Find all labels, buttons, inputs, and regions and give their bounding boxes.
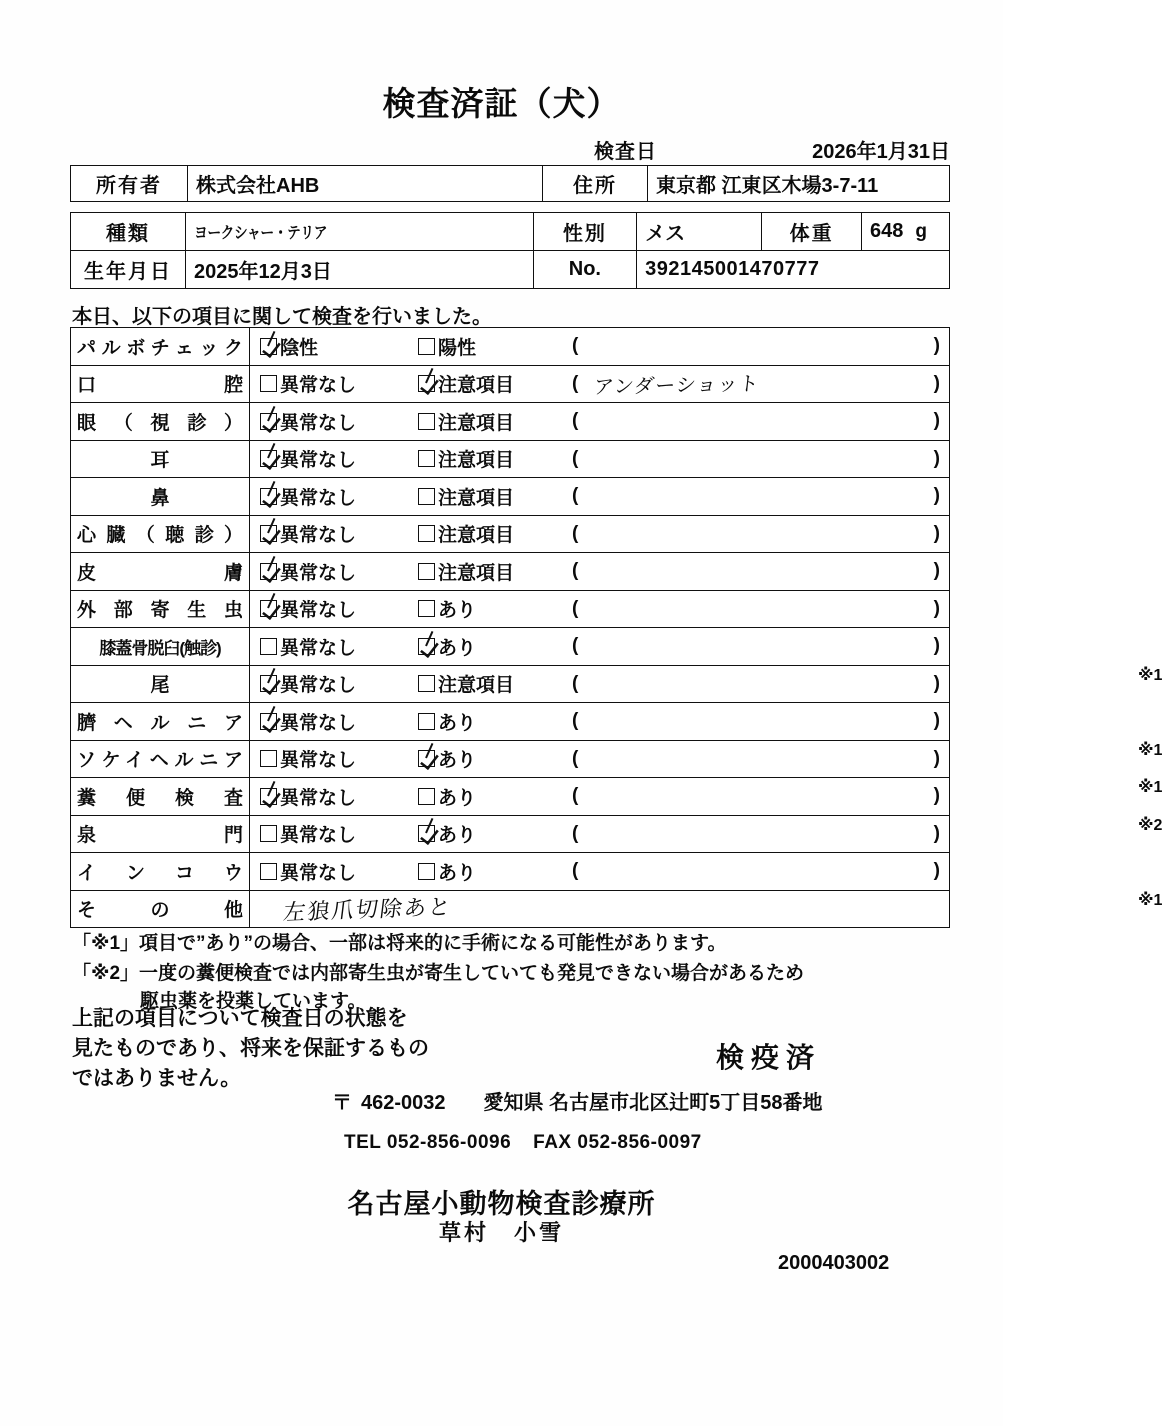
checkbox-option-2[interactable] — [418, 483, 568, 510]
remark-paren-open: ( — [572, 672, 579, 694]
remark-paren-close: ) — [933, 485, 940, 507]
remark-paren-close: ) — [933, 635, 940, 657]
clinic-contact-line — [344, 1132, 702, 1154]
checked-checkbox-icon[interactable] — [418, 375, 435, 392]
remark-paren-open: ( — [572, 635, 579, 657]
remark-paren-close: ) — [933, 710, 940, 732]
checkbox-option-label: あり — [438, 787, 477, 809]
checkbox-option-label: あり — [438, 712, 477, 734]
checkbox-option-label: 陰性 — [280, 337, 319, 359]
checkbox-option-1[interactable] — [260, 333, 418, 360]
exam-item-label: 耳 — [71, 440, 250, 478]
remark-paren-open: ( — [572, 860, 579, 882]
exam-item-label: 眼（視診） — [71, 403, 250, 441]
exam-item-row — [71, 703, 950, 741]
exam-item-options — [250, 740, 1162, 796]
weight-value-cell — [862, 213, 950, 251]
checkbox-option-2[interactable] — [418, 595, 568, 622]
unchecked-checkbox-icon[interactable] — [418, 600, 435, 617]
checkbox-option-1[interactable] — [260, 595, 418, 622]
checkbox-option-1[interactable] — [260, 708, 418, 735]
exam-item-label: 糞便検査 — [71, 778, 250, 816]
remark-paren-close: ) — [933, 672, 940, 694]
checkbox-option-1[interactable] — [260, 820, 418, 847]
checkbox-option-1[interactable] — [260, 633, 418, 660]
checkbox-option-label: あり — [438, 825, 477, 847]
exam-item-row — [71, 440, 950, 478]
checkbox-option-2[interactable] — [418, 408, 568, 435]
checkbox-option-label: 異常なし — [280, 862, 357, 884]
checkbox-option-2[interactable] — [418, 783, 568, 810]
exam-item-label: パルボチェック — [71, 328, 250, 366]
footnote-marker: ※2 — [1138, 816, 1162, 834]
breed-value-cell — [186, 213, 534, 251]
disclaimer-line-3: ではありません。 — [72, 1067, 242, 1090]
exam-item-options — [250, 665, 950, 703]
checkbox-option-label: 注意項目 — [438, 412, 515, 434]
checkbox-option-label: 注意項目 — [438, 562, 515, 584]
exam-item-label: 皮膚 — [71, 553, 250, 591]
checkbox-option-1[interactable] — [260, 483, 418, 510]
veterinarian-name: 草村 小雪 — [438, 1220, 564, 1245]
remark-paren-close: ) — [933, 522, 940, 544]
checkbox-option-2[interactable] — [418, 670, 568, 697]
weight-value: 648 — [870, 220, 904, 242]
checkbox-option-1[interactable] — [260, 745, 418, 772]
checked-checkbox-icon[interactable] — [260, 788, 277, 805]
microchip-no-label: No. — [533, 251, 637, 289]
address-value: 東京都 江東区木場3-7-11 — [648, 166, 950, 202]
disclaimer-block — [72, 1004, 429, 1094]
remark-paren-open: ( — [572, 447, 579, 469]
unchecked-checkbox-icon[interactable] — [418, 563, 435, 580]
remark-paren-close: ) — [933, 560, 940, 582]
footnote-2-line2: 駆虫薬を投薬しています。 — [140, 991, 367, 1012]
remark-paren-open: ( — [572, 410, 579, 432]
unchecked-checkbox-icon[interactable] — [418, 525, 435, 542]
remark-paren-close: ) — [933, 372, 940, 394]
microchip-no-value: 392145001470777 — [637, 251, 950, 289]
checked-checkbox-icon[interactable] — [260, 488, 277, 505]
exam-item-row — [71, 853, 950, 891]
sex-label: 性別 — [533, 213, 637, 251]
checkbox-option-label: 異常なし — [280, 825, 357, 847]
checkbox-option-label: 異常なし — [280, 600, 357, 622]
exam-item-options — [250, 478, 950, 516]
breed-label: 種類 — [71, 213, 186, 251]
checkbox-option-label: あり — [438, 862, 477, 884]
remark-paren-open: ( — [572, 597, 579, 619]
remark-paren-open: ( — [572, 785, 579, 807]
exam-item-options — [250, 365, 950, 403]
checkbox-option-label: 注意項目 — [438, 525, 515, 547]
unchecked-checkbox-icon[interactable] — [418, 450, 435, 467]
checkbox-option-label: 異常なし — [280, 450, 357, 472]
exam-item-options — [250, 628, 1162, 684]
clinic-address: 愛知県 名古屋市北区辻町5丁目58番地 — [483, 1092, 823, 1114]
exam-item-row — [71, 590, 950, 628]
checked-checkbox-icon[interactable] — [418, 825, 435, 842]
unchecked-checkbox-icon[interactable] — [418, 338, 435, 355]
exam-date-label: 検査日 — [594, 141, 657, 163]
checked-checkbox-icon[interactable] — [260, 450, 277, 467]
checkbox-option-label: 異常なし — [280, 562, 357, 584]
exam-item-row — [71, 365, 950, 403]
remark-paren-open: ( — [572, 372, 579, 394]
checked-checkbox-icon[interactable] — [260, 525, 277, 542]
exam-date-value: 2026年1月31日 — [812, 141, 950, 163]
exam-item-options — [250, 590, 950, 628]
checkbox-option-label: あり — [438, 637, 477, 659]
checked-checkbox-icon[interactable] — [418, 750, 435, 767]
exam-item-options — [250, 553, 950, 591]
address-label: 住所 — [543, 166, 648, 202]
checkbox-option-2[interactable] — [418, 858, 568, 885]
owner-label: 所有者 — [71, 166, 188, 202]
checkbox-option-label: 異常なし — [280, 787, 357, 809]
exam-item-options — [250, 853, 1162, 909]
unchecked-checkbox-icon[interactable] — [260, 825, 277, 842]
exam-item-options — [250, 328, 950, 366]
footnote-marker: ※1 — [1138, 779, 1162, 796]
exam-item-options — [250, 778, 1162, 834]
checkbox-option-label: 異常なし — [280, 712, 357, 734]
checkbox-option-2[interactable] — [418, 333, 568, 360]
unchecked-checkbox-icon[interactable] — [260, 638, 277, 655]
exam-item-row — [71, 515, 950, 553]
checkbox-option-label: 異常なし — [280, 637, 357, 659]
other-notes-row — [71, 890, 950, 928]
exam-item-row — [71, 628, 950, 666]
unchecked-checkbox-icon[interactable] — [260, 750, 277, 767]
other-notes-value-cell[interactable] — [250, 890, 950, 928]
footnote-marker: ※1 — [1138, 666, 1162, 684]
unchecked-checkbox-icon[interactable] — [418, 488, 435, 505]
clinic-zip: 462-0032 — [361, 1092, 446, 1114]
exam-item-label: 臍ヘルニア — [71, 703, 250, 741]
checkbox-option-label: 異常なし — [280, 675, 357, 697]
checked-checkbox-icon[interactable] — [260, 413, 277, 430]
checkbox-option-2[interactable] — [418, 520, 568, 547]
exam-item-label: 心臓（聴診） — [71, 515, 250, 553]
exam-item-row — [71, 740, 950, 778]
exam-item-options — [250, 403, 950, 441]
checkbox-option-2[interactable] — [418, 445, 568, 472]
sex-value: メス — [637, 213, 762, 251]
checkbox-option-1[interactable] — [260, 520, 418, 547]
quarantine-stamp: 検疫済 — [716, 1042, 822, 1073]
checkbox-option-label: 注意項目 — [438, 450, 515, 472]
exam-item-label: 鼻 — [71, 478, 250, 516]
remark-paren-open: ( — [572, 822, 579, 844]
unchecked-checkbox-icon[interactable] — [260, 375, 277, 392]
clinic-name: 名古屋小動物検査診療所 — [347, 1189, 656, 1219]
unchecked-checkbox-icon[interactable] — [418, 413, 435, 430]
exam-item-options — [250, 440, 950, 478]
exam-item-row — [71, 403, 950, 441]
checkbox-option-2[interactable] — [418, 820, 568, 847]
exam-item-label: インコウ — [71, 853, 250, 891]
checkbox-option-label: あり — [438, 750, 477, 772]
exam-items-section — [70, 327, 1162, 928]
owner-name-value: 株式会社AHB — [188, 166, 543, 202]
footnote-1: 「※1」項目で”あり”の場合、一部は将来的に手術になる可能性があります。 — [72, 933, 727, 954]
weight-unit: g — [915, 221, 927, 242]
exam-item-label: 外部寄生虫 — [71, 590, 250, 628]
remark-paren-close: ) — [933, 410, 940, 432]
handwritten-remark: アンダーショット — [592, 371, 762, 399]
remark-paren-open: ( — [572, 522, 579, 544]
footnote-marker: ※1 — [1138, 741, 1162, 759]
checkbox-option-1[interactable] — [260, 858, 418, 885]
checked-checkbox-icon[interactable] — [260, 675, 277, 692]
checkbox-option-label: 異常なし — [280, 750, 357, 772]
exam-item-label: ソケイヘルニア — [71, 740, 250, 778]
owner-row — [71, 166, 950, 202]
remark-paren-close: ) — [933, 747, 940, 769]
checkbox-option-1[interactable] — [260, 783, 418, 810]
disclaimer-line-2: 見たものであり、将来を保証するもの — [72, 1037, 429, 1060]
exam-item-options — [250, 815, 950, 853]
page-title: 検査済証（犬） — [382, 85, 621, 122]
checkbox-option-label: 注意項目 — [438, 487, 515, 509]
exam-item-row — [71, 778, 950, 816]
checked-checkbox-icon[interactable] — [260, 338, 277, 355]
weight-label: 体重 — [762, 213, 862, 251]
animal-row-1 — [71, 213, 950, 251]
checkbox-option-2[interactable] — [418, 370, 568, 397]
checkbox-option-label: 異常なし — [280, 525, 357, 547]
exam-item-label: 膝蓋骨脱臼(触診) — [71, 628, 250, 666]
exam-item-row — [71, 665, 950, 703]
unchecked-checkbox-icon[interactable] — [418, 675, 435, 692]
disclaimer-line-1: 上記の項目について検査日の状態を — [72, 1007, 408, 1030]
checkbox-option-2[interactable] — [418, 558, 568, 585]
checkbox-option-1[interactable] — [260, 558, 418, 585]
exam-item-row — [71, 815, 950, 853]
intro-text: 本日、以下の項目に関して検査を行いました。 — [72, 306, 492, 328]
checkbox-option-label: あり — [438, 600, 477, 622]
checked-checkbox-icon[interactable] — [260, 713, 277, 730]
clinic-fax: FAX 052-856-0097 — [533, 1132, 702, 1153]
checkbox-option-1[interactable] — [260, 445, 418, 472]
checked-checkbox-icon[interactable] — [418, 638, 435, 655]
remark-paren-open: ( — [572, 335, 579, 357]
exam-item-row — [71, 553, 950, 591]
checkbox-option-2[interactable] — [418, 633, 568, 660]
checkbox-option-1[interactable] — [260, 408, 418, 435]
checked-checkbox-icon[interactable] — [260, 600, 277, 617]
remark-paren-close: ) — [933, 785, 940, 807]
other-notes-handwritten: 左狼爪切除あと — [281, 895, 454, 927]
checkbox-option-label: 注意項目 — [438, 375, 515, 397]
exam-item-options — [250, 515, 950, 553]
birthdate-label: 生年月日 — [71, 251, 186, 289]
remark-paren-open: ( — [572, 560, 579, 582]
checkbox-option-1[interactable] — [260, 370, 418, 397]
exam-item-row — [71, 328, 950, 366]
clinic-address-line — [332, 1086, 822, 1115]
checkbox-option-label: 異常なし — [280, 412, 357, 434]
clinic-tel: TEL 052-856-0096 — [344, 1132, 512, 1153]
unchecked-checkbox-icon[interactable] — [418, 713, 435, 730]
remark-paren-close: ) — [933, 860, 940, 882]
document-number: 2000403002 — [778, 1252, 890, 1274]
remark-paren-close: ) — [933, 597, 940, 619]
exam-item-label: 泉門 — [71, 815, 250, 853]
birthdate-value: 2025年12月3日 — [186, 251, 534, 289]
remark-paren-close: ) — [933, 335, 940, 357]
checkbox-option-label: 注意項目 — [438, 675, 515, 697]
exam-items-table — [70, 327, 1162, 928]
checked-checkbox-icon[interactable] — [260, 563, 277, 580]
checkbox-option-label: 陽性 — [438, 337, 477, 359]
unchecked-checkbox-icon[interactable] — [260, 863, 277, 880]
remark-paren-open: ( — [572, 710, 579, 732]
remark-paren-close: ) — [933, 822, 940, 844]
footnote-marker: ※1 — [1138, 891, 1162, 909]
remark-paren-close: ) — [933, 447, 940, 469]
remark-paren-open: ( — [572, 747, 579, 769]
exam-item-options — [250, 703, 1162, 759]
exam-item-row — [71, 478, 950, 516]
postal-mark-icon: 〒 — [332, 1092, 352, 1114]
owner-table — [70, 165, 950, 202]
animal-table — [70, 212, 950, 289]
checkbox-option-2[interactable] — [418, 708, 568, 735]
other-notes-label: その他 — [71, 890, 250, 928]
exam-item-label: 尾 — [71, 665, 250, 703]
checkbox-option-label: 異常なし — [280, 375, 357, 397]
exam-item-label: 口腔 — [71, 365, 250, 403]
unchecked-checkbox-icon[interactable] — [418, 788, 435, 805]
footnote-2-line1: 「※2」一度の糞便検査では内部寄生虫が寄生していても発見できない場合があるため — [72, 963, 805, 984]
checkbox-option-2[interactable] — [418, 745, 568, 772]
remark-paren-open: ( — [572, 485, 579, 507]
breed-value: ヨークシャー・テリア — [194, 224, 328, 242]
checkbox-option-1[interactable] — [260, 670, 418, 697]
unchecked-checkbox-icon[interactable] — [418, 863, 435, 880]
animal-row-2 — [71, 251, 950, 289]
exam-date-row — [70, 135, 950, 164]
checkbox-option-label: 異常なし — [280, 487, 357, 509]
